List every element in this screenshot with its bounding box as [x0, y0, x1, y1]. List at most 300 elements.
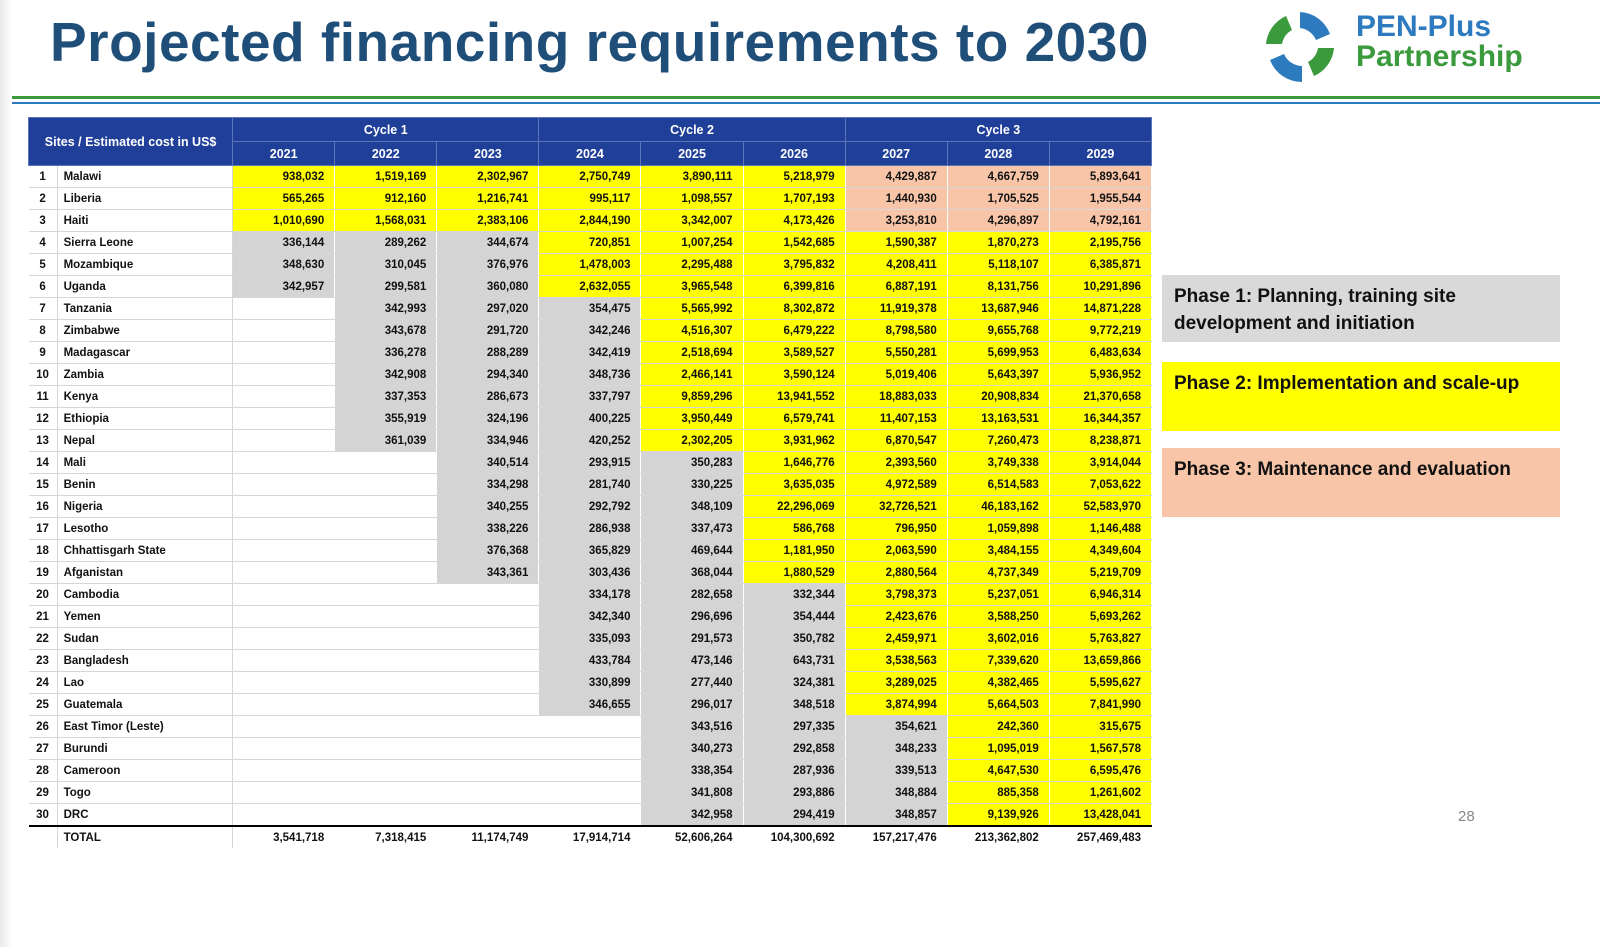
year-header: 2026: [743, 142, 845, 166]
row-index: 15: [29, 474, 58, 496]
cost-cell: [335, 518, 437, 540]
cost-cell: [335, 760, 437, 782]
row-index: 30: [29, 804, 58, 827]
year-header: 2023: [437, 142, 539, 166]
table-row: [29, 386, 1152, 408]
cost-cell: 330,899: [539, 672, 641, 694]
cost-cell: 282,658: [641, 584, 743, 606]
cost-cell: 5,019,406: [845, 364, 947, 386]
table-row: [29, 628, 1152, 650]
cost-cell: [233, 452, 335, 474]
cost-cell: 4,429,887: [845, 166, 947, 188]
cost-cell: 4,208,411: [845, 254, 947, 276]
cost-cell: 3,914,044: [1049, 452, 1151, 474]
row-index: 4: [29, 232, 58, 254]
cost-cell: [539, 804, 641, 827]
cost-cell: 294,340: [437, 364, 539, 386]
row-index: 5: [29, 254, 58, 276]
cost-cell: 348,233: [845, 738, 947, 760]
cost-cell: [539, 782, 641, 804]
cost-cell: 1,059,898: [947, 518, 1049, 540]
cost-cell: 340,514: [437, 452, 539, 474]
cost-cell: [437, 716, 539, 738]
cost-cell: [233, 408, 335, 430]
header-rule-green: [12, 96, 1600, 99]
cost-cell: 348,109: [641, 496, 743, 518]
legend-phase-label: Phase 3: [1174, 459, 1246, 480]
cost-cell: 340,273: [641, 738, 743, 760]
cost-cell: 310,045: [335, 254, 437, 276]
cost-cell: 4,516,307: [641, 320, 743, 342]
cost-cell: 337,473: [641, 518, 743, 540]
country-name: Sudan: [57, 628, 233, 650]
cost-cell: [335, 672, 437, 694]
cost-cell: 2,750,749: [539, 166, 641, 188]
logo-line2: Partnership: [1356, 40, 1523, 73]
cost-cell: 5,565,992: [641, 298, 743, 320]
row-index: 18: [29, 540, 58, 562]
cost-cell: [233, 562, 335, 584]
cost-cell: 5,643,397: [947, 364, 1049, 386]
cost-cell: 8,131,756: [947, 276, 1049, 298]
cost-cell: 2,393,560: [845, 452, 947, 474]
cost-cell: 1,955,544: [1049, 188, 1151, 210]
cycle-header: Cycle 1: [233, 118, 539, 142]
cost-cell: 5,219,709: [1049, 562, 1151, 584]
cost-cell: 334,298: [437, 474, 539, 496]
country-name: DRC: [57, 804, 233, 827]
cost-cell: 4,667,759: [947, 166, 1049, 188]
cost-cell: 365,829: [539, 540, 641, 562]
cost-cell: 586,768: [743, 518, 845, 540]
cost-cell: 1,095,019: [947, 738, 1049, 760]
row-index: 11: [29, 386, 58, 408]
total-cell: 157,217,476: [845, 826, 947, 848]
cost-cell: 338,226: [437, 518, 539, 540]
cost-cell: 348,884: [845, 782, 947, 804]
cost-cell: 291,720: [437, 320, 539, 342]
cost-cell: 1,646,776: [743, 452, 845, 474]
cost-cell: 291,573: [641, 628, 743, 650]
table-row: [29, 562, 1152, 584]
cost-cell: 2,880,564: [845, 562, 947, 584]
legend-phase-text: : Implementation and scale-up: [1245, 373, 1520, 394]
year-header: 2025: [641, 142, 743, 166]
country-name: Uganda: [57, 276, 233, 298]
cost-cell: [233, 628, 335, 650]
cost-cell: 336,144: [233, 232, 335, 254]
row-index: 24: [29, 672, 58, 694]
cost-cell: [335, 452, 437, 474]
cost-cell: 3,342,007: [641, 210, 743, 232]
cost-cell: 912,160: [335, 188, 437, 210]
cost-cell: 3,798,373: [845, 584, 947, 606]
cost-cell: 5,664,503: [947, 694, 1049, 716]
year-header: 2024: [539, 142, 641, 166]
cost-cell: [335, 738, 437, 760]
table-row: [29, 320, 1152, 342]
table-row: [29, 738, 1152, 760]
cost-cell: 2,302,205: [641, 430, 743, 452]
cost-cell: 6,579,741: [743, 408, 845, 430]
cost-cell: 3,590,124: [743, 364, 845, 386]
table-row: [29, 276, 1152, 298]
cost-cell: [437, 584, 539, 606]
cost-cell: 330,225: [641, 474, 743, 496]
row-index: 29: [29, 782, 58, 804]
cost-cell: [233, 496, 335, 518]
country-name: Ethiopia: [57, 408, 233, 430]
cost-cell: 292,792: [539, 496, 641, 518]
row-index: 25: [29, 694, 58, 716]
total-row: [29, 826, 1152, 848]
cost-cell: 277,440: [641, 672, 743, 694]
cost-cell: 6,514,583: [947, 474, 1049, 496]
cost-cell: 6,483,634: [1049, 342, 1151, 364]
cost-cell: 9,139,926: [947, 804, 1049, 827]
cost-cell: [233, 606, 335, 628]
cost-cell: [233, 540, 335, 562]
cost-cell: 342,908: [335, 364, 437, 386]
cost-cell: 32,726,521: [845, 496, 947, 518]
cost-cell: 9,655,768: [947, 320, 1049, 342]
cost-cell: 3,931,962: [743, 430, 845, 452]
cost-cell: 342,419: [539, 342, 641, 364]
row-index: 20: [29, 584, 58, 606]
cost-cell: 1,707,193: [743, 188, 845, 210]
cost-cell: [437, 694, 539, 716]
cost-cell: 337,797: [539, 386, 641, 408]
cost-cell: 6,870,547: [845, 430, 947, 452]
country-name: Bangladesh: [57, 650, 233, 672]
cost-cell: [233, 782, 335, 804]
cost-cell: [233, 584, 335, 606]
cost-cell: 348,857: [845, 804, 947, 827]
cost-cell: 360,080: [437, 276, 539, 298]
year-header: 2022: [335, 142, 437, 166]
country-name: Lesotho: [57, 518, 233, 540]
cost-cell: 885,358: [947, 782, 1049, 804]
cost-cell: 8,798,580: [845, 320, 947, 342]
table-row: [29, 496, 1152, 518]
year-header: 2028: [947, 142, 1049, 166]
cost-cell: [233, 320, 335, 342]
country-name: Liberia: [57, 188, 233, 210]
cost-cell: 289,262: [335, 232, 437, 254]
table-row: [29, 782, 1152, 804]
table-body: [29, 166, 1152, 849]
cost-cell: 324,196: [437, 408, 539, 430]
cost-cell: 2,423,676: [845, 606, 947, 628]
total-cell: 11,174,749: [437, 826, 539, 848]
cost-cell: 2,518,694: [641, 342, 743, 364]
cost-cell: 1,568,031: [335, 210, 437, 232]
cost-cell: 4,296,897: [947, 210, 1049, 232]
cost-cell: 13,941,552: [743, 386, 845, 408]
cost-cell: 6,399,816: [743, 276, 845, 298]
page-number: 28: [1458, 808, 1475, 825]
cost-cell: 355,919: [335, 408, 437, 430]
cost-cell: 376,368: [437, 540, 539, 562]
cost-cell: 1,880,529: [743, 562, 845, 584]
table-row: [29, 166, 1152, 188]
cost-cell: 5,118,107: [947, 254, 1049, 276]
cost-cell: 3,538,563: [845, 650, 947, 672]
cost-cell: 297,020: [437, 298, 539, 320]
cost-cell: 22,296,069: [743, 496, 845, 518]
cost-cell: 1,010,690: [233, 210, 335, 232]
table-row: [29, 716, 1152, 738]
cost-cell: 2,459,971: [845, 628, 947, 650]
total-cell: 17,914,714: [539, 826, 641, 848]
cost-cell: [539, 716, 641, 738]
country-name: Haiti: [57, 210, 233, 232]
cost-cell: 334,946: [437, 430, 539, 452]
cycle-header-row: [29, 118, 1152, 142]
row-index: 3: [29, 210, 58, 232]
cost-cell: 13,428,041: [1049, 804, 1151, 827]
cost-cell: [335, 716, 437, 738]
cost-cell: 354,621: [845, 716, 947, 738]
cost-cell: 335,093: [539, 628, 641, 650]
cost-cell: 343,361: [437, 562, 539, 584]
cost-cell: 4,647,530: [947, 760, 1049, 782]
cost-cell: 242,360: [947, 716, 1049, 738]
cost-cell: 720,851: [539, 232, 641, 254]
cost-cell: 281,740: [539, 474, 641, 496]
cost-cell: [335, 804, 437, 827]
cost-cell: [437, 782, 539, 804]
cost-cell: [233, 738, 335, 760]
cost-cell: 52,583,970: [1049, 496, 1151, 518]
cost-cell: 342,246: [539, 320, 641, 342]
cost-cell: 338,354: [641, 760, 743, 782]
cost-cell: 348,518: [743, 694, 845, 716]
row-index: 1: [29, 166, 58, 188]
cost-cell: 286,673: [437, 386, 539, 408]
left-shade: [0, 0, 12, 947]
logo-text: [1356, 12, 1523, 72]
cost-cell: 3,588,250: [947, 606, 1049, 628]
cost-cell: 296,696: [641, 606, 743, 628]
country-name: Cambodia: [57, 584, 233, 606]
cost-cell: 1,261,602: [1049, 782, 1151, 804]
cost-cell: 9,859,296: [641, 386, 743, 408]
legend-phase-text: : Planning, training site development and initiation: [1174, 286, 1456, 334]
cost-cell: 334,178: [539, 584, 641, 606]
table-row: [29, 804, 1152, 827]
country-name: Togo: [57, 782, 233, 804]
cost-cell: 6,595,476: [1049, 760, 1151, 782]
cost-cell: [335, 782, 437, 804]
row-index: 17: [29, 518, 58, 540]
country-name: Sierra Leone: [57, 232, 233, 254]
cost-cell: 5,237,051: [947, 584, 1049, 606]
total-cell: 104,300,692: [743, 826, 845, 848]
cost-cell: 3,950,449: [641, 408, 743, 430]
cost-cell: 2,063,590: [845, 540, 947, 562]
table-row: [29, 452, 1152, 474]
total-cell: 7,318,415: [335, 826, 437, 848]
cost-cell: 303,436: [539, 562, 641, 584]
cost-cell: 13,687,946: [947, 298, 1049, 320]
cost-cell: 297,335: [743, 716, 845, 738]
cost-cell: [335, 584, 437, 606]
cost-cell: [335, 496, 437, 518]
row-index: 22: [29, 628, 58, 650]
table-row: [29, 364, 1152, 386]
row-index: 16: [29, 496, 58, 518]
cost-cell: 3,289,025: [845, 672, 947, 694]
row-index: 6: [29, 276, 58, 298]
table-row: [29, 298, 1152, 320]
cost-cell: 354,475: [539, 298, 641, 320]
country-name: Guatemala: [57, 694, 233, 716]
table-row: [29, 606, 1152, 628]
row-index: 7: [29, 298, 58, 320]
cost-cell: 346,655: [539, 694, 641, 716]
cost-cell: 4,737,349: [947, 562, 1049, 584]
table-row: [29, 672, 1152, 694]
cost-cell: 46,183,162: [947, 496, 1049, 518]
row-index: 2: [29, 188, 58, 210]
country-name: Burundi: [57, 738, 233, 760]
cost-cell: 3,874,994: [845, 694, 947, 716]
corner-header: Sites / Estimated cost in US$: [29, 118, 233, 166]
row-index: 19: [29, 562, 58, 584]
cost-cell: 8,302,872: [743, 298, 845, 320]
cost-cell: [335, 650, 437, 672]
cost-cell: 343,516: [641, 716, 743, 738]
cost-cell: 344,674: [437, 232, 539, 254]
row-index: 14: [29, 452, 58, 474]
cost-cell: 292,858: [743, 738, 845, 760]
cost-cell: 7,339,620: [947, 650, 1049, 672]
total-cell: 213,362,802: [947, 826, 1049, 848]
cost-cell: 1,590,387: [845, 232, 947, 254]
cost-cell: [437, 804, 539, 827]
cost-cell: 3,965,548: [641, 276, 743, 298]
cycle-header: Cycle 2: [539, 118, 845, 142]
cost-cell: [437, 650, 539, 672]
table-row: [29, 210, 1152, 232]
cost-cell: [233, 518, 335, 540]
cost-cell: [437, 628, 539, 650]
page-title: Projected financing requirements to 2030: [50, 11, 1149, 73]
cost-cell: 287,936: [743, 760, 845, 782]
row-index: 10: [29, 364, 58, 386]
cost-cell: 3,253,810: [845, 210, 947, 232]
cost-cell: 20,908,834: [947, 386, 1049, 408]
row-index: 27: [29, 738, 58, 760]
legend-phase-1: [1162, 275, 1560, 342]
cost-cell: 1,705,525: [947, 188, 1049, 210]
table-row: [29, 430, 1152, 452]
cost-cell: 1,216,741: [437, 188, 539, 210]
row-index: 13: [29, 430, 58, 452]
pen-plus-logo: [1258, 4, 1588, 88]
pinwheel-logo-icon: [1258, 4, 1342, 88]
country-name: Mali: [57, 452, 233, 474]
cost-cell: 11,407,153: [845, 408, 947, 430]
cost-cell: [437, 672, 539, 694]
country-name: Zambia: [57, 364, 233, 386]
cost-cell: 342,993: [335, 298, 437, 320]
total-cell: 257,469,483: [1049, 826, 1151, 848]
cost-cell: 5,936,952: [1049, 364, 1151, 386]
table-row: [29, 760, 1152, 782]
cost-cell: 288,289: [437, 342, 539, 364]
cost-cell: [233, 694, 335, 716]
cost-cell: 4,792,161: [1049, 210, 1151, 232]
cost-cell: 3,635,035: [743, 474, 845, 496]
cost-cell: 342,958: [641, 804, 743, 827]
cost-cell: 7,841,990: [1049, 694, 1151, 716]
cost-cell: 324,381: [743, 672, 845, 694]
cost-cell: [233, 804, 335, 827]
cost-cell: 339,513: [845, 760, 947, 782]
cost-cell: 286,938: [539, 518, 641, 540]
cost-cell: 348,736: [539, 364, 641, 386]
cost-cell: 2,302,967: [437, 166, 539, 188]
cost-cell: 4,173,426: [743, 210, 845, 232]
country-name: Lao: [57, 672, 233, 694]
legend-phase-text: : Maintenance and evaluation: [1245, 459, 1511, 480]
cost-cell: 643,731: [743, 650, 845, 672]
cost-cell: 6,385,871: [1049, 254, 1151, 276]
cost-cell: [233, 364, 335, 386]
country-name: Chhattisgarh State: [57, 540, 233, 562]
cost-cell: 296,017: [641, 694, 743, 716]
cost-cell: [335, 694, 437, 716]
table-row: [29, 694, 1152, 716]
cost-cell: [233, 716, 335, 738]
cost-cell: 8,238,871: [1049, 430, 1151, 452]
cost-cell: 6,479,222: [743, 320, 845, 342]
legend-phase-label: Phase 2: [1174, 373, 1246, 394]
country-name: Malawi: [57, 166, 233, 188]
cost-cell: 368,044: [641, 562, 743, 584]
cycle-header: Cycle 3: [845, 118, 1151, 142]
cost-cell: 2,466,141: [641, 364, 743, 386]
cost-cell: 7,053,622: [1049, 474, 1151, 496]
cost-cell: 473,146: [641, 650, 743, 672]
cost-cell: 16,344,357: [1049, 408, 1151, 430]
country-name: Zimbabwe: [57, 320, 233, 342]
cost-cell: 361,039: [335, 430, 437, 452]
cost-cell: 4,972,589: [845, 474, 947, 496]
cost-cell: [335, 562, 437, 584]
cost-cell: [335, 540, 437, 562]
cost-cell: 3,589,527: [743, 342, 845, 364]
cost-cell: 995,117: [539, 188, 641, 210]
cost-cell: 6,946,314: [1049, 584, 1151, 606]
cost-cell: 4,349,604: [1049, 540, 1151, 562]
country-name: Afganistan: [57, 562, 233, 584]
cost-cell: 5,218,979: [743, 166, 845, 188]
cost-cell: 5,693,262: [1049, 606, 1151, 628]
row-index: 23: [29, 650, 58, 672]
country-name: Madagascar: [57, 342, 233, 364]
cost-cell: 13,163,531: [947, 408, 1049, 430]
cost-cell: 6,887,191: [845, 276, 947, 298]
total-cell: 52,606,264: [641, 826, 743, 848]
cost-cell: 342,957: [233, 276, 335, 298]
cost-cell: [233, 430, 335, 452]
cost-cell: [233, 672, 335, 694]
country-name: Cameroon: [57, 760, 233, 782]
cost-cell: 354,444: [743, 606, 845, 628]
